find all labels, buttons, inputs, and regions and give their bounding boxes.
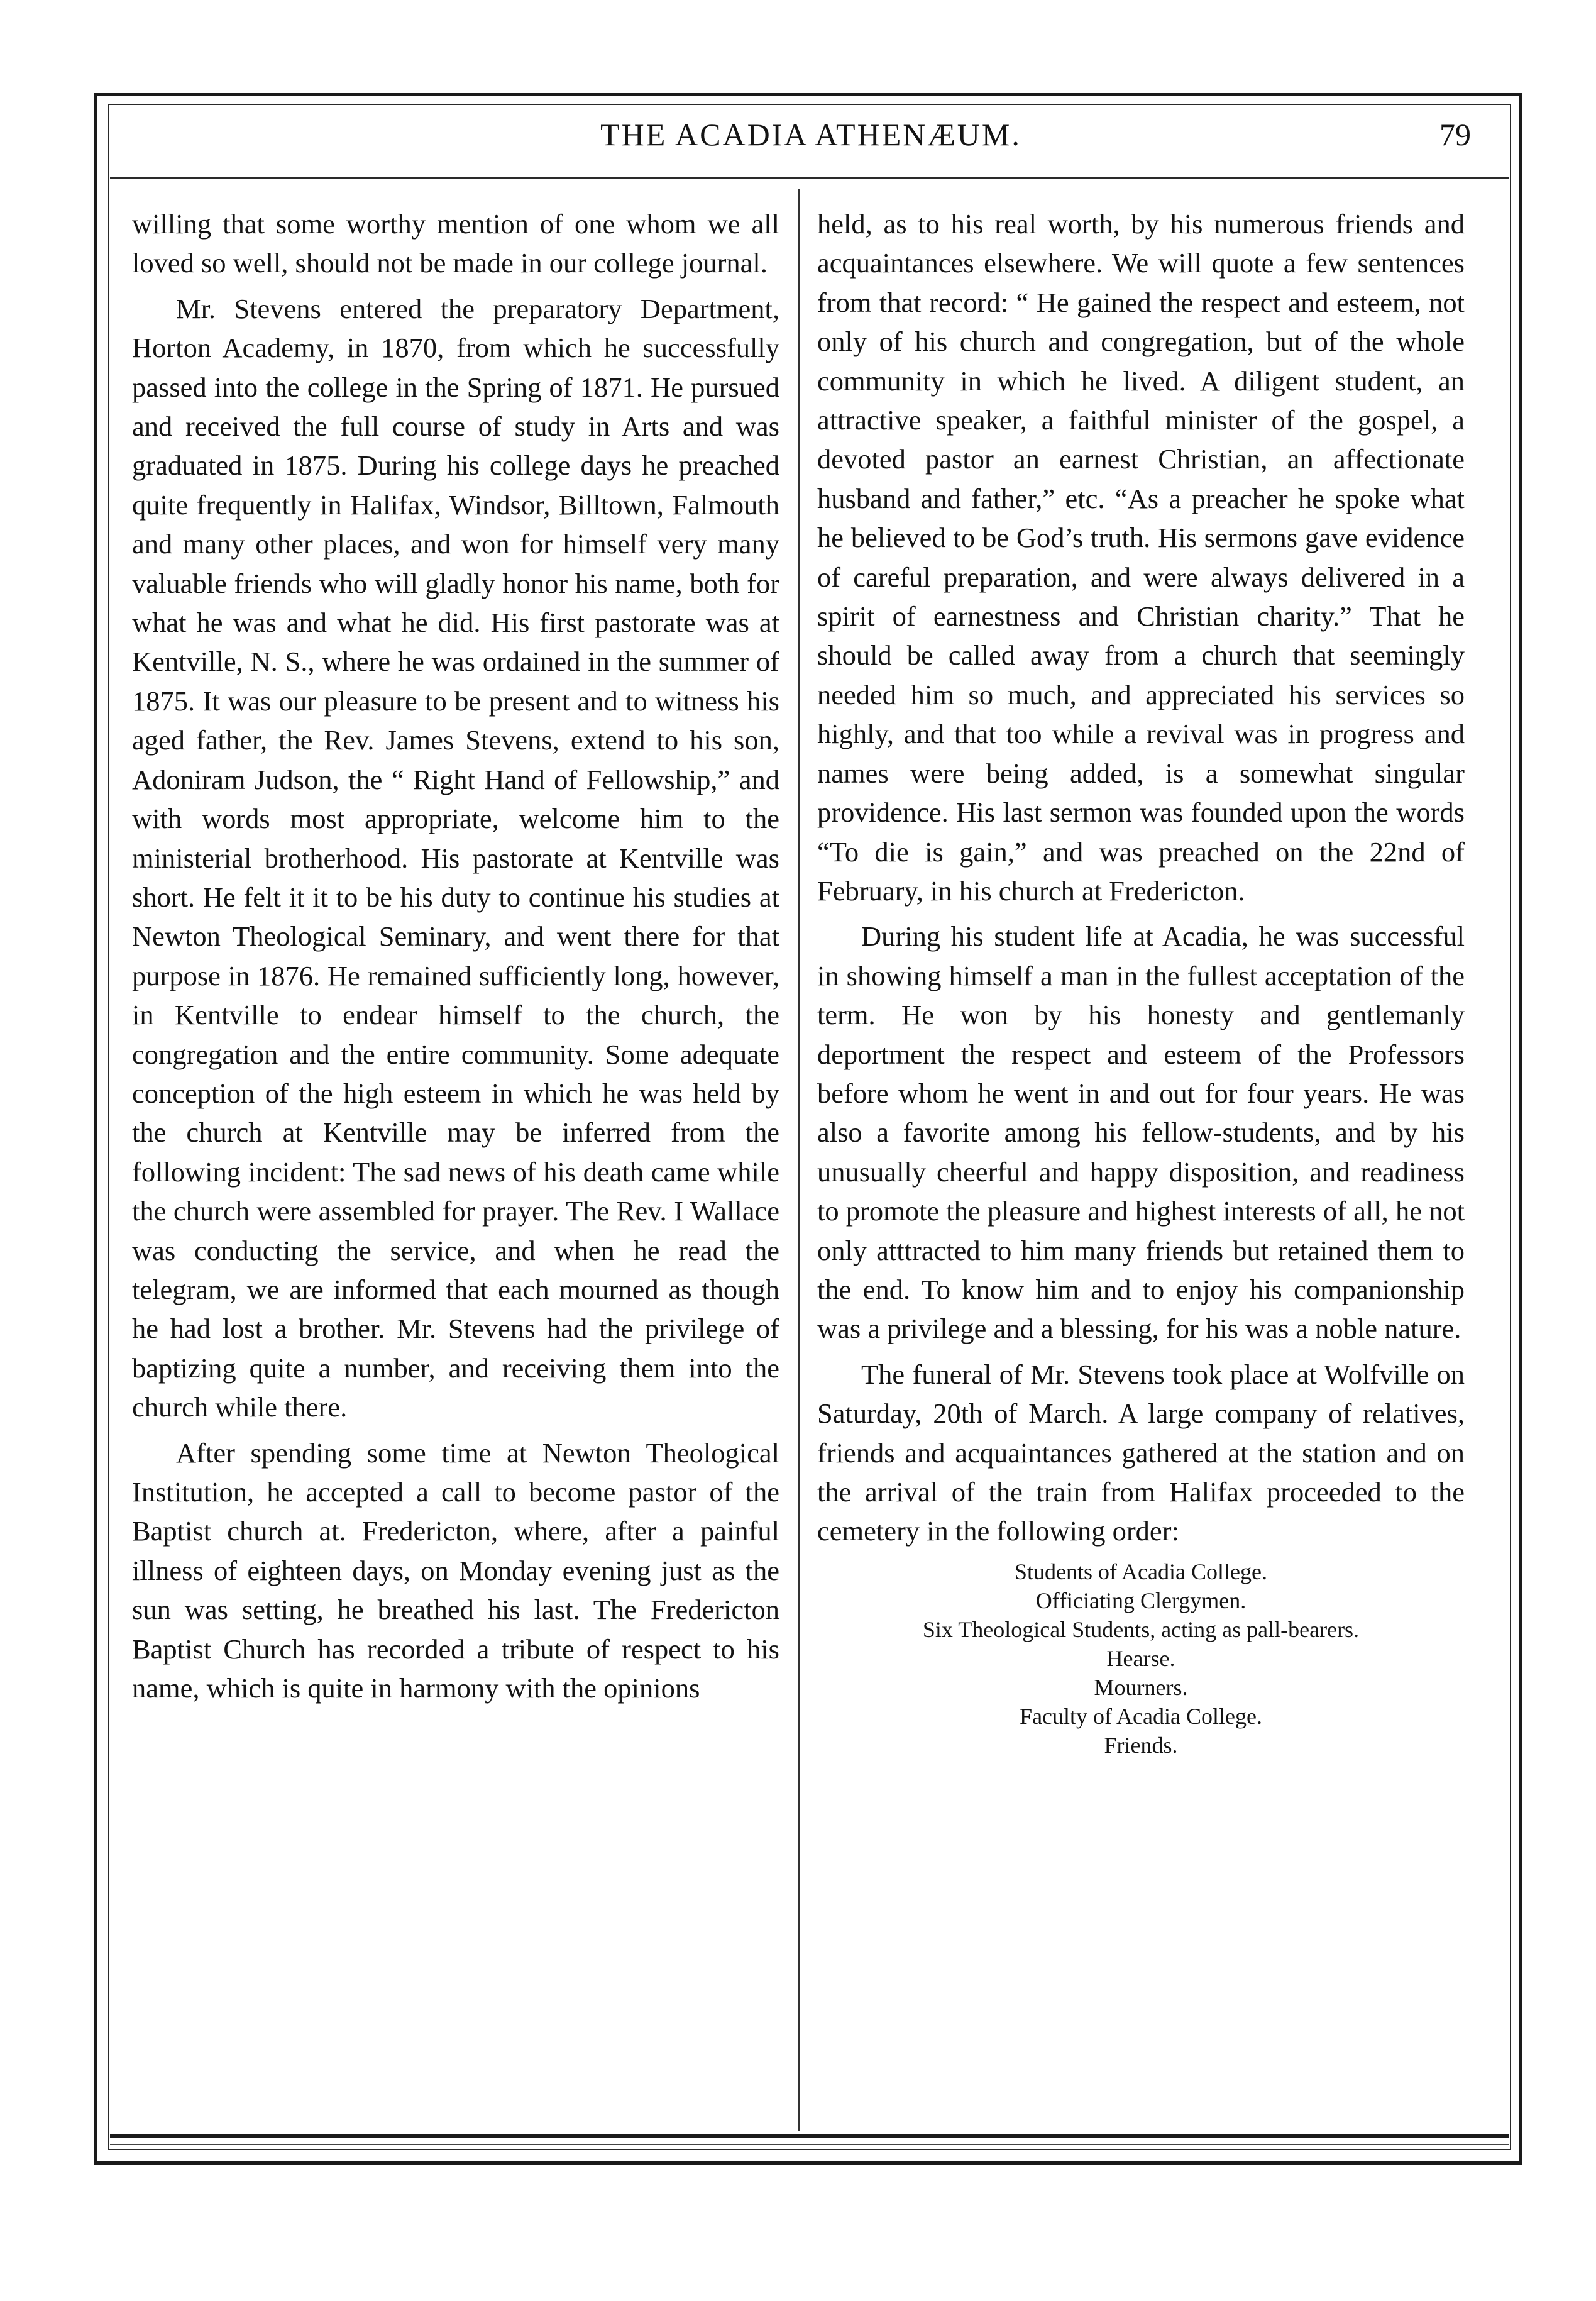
column-divider: [798, 189, 800, 2131]
header-rule: [110, 177, 1509, 179]
procession-line: Hearse.: [1106, 1645, 1175, 1671]
funeral-procession-order: [817, 1557, 1465, 1760]
procession-line: Friends.: [1104, 1732, 1178, 1758]
bottom-rule: [110, 2134, 1509, 2138]
procession-line: Faculty of Acadia College.: [1020, 1703, 1262, 1729]
paragraph: The funeral of Mr. Stevens took place at Wolfville on Saturday, 20th of March. A large company of relatives, friends and acquaintances gathered at the station and on the arrival of the train from Halifax proceeded to the cemetery in the following order:: [817, 1358, 1465, 1547]
procession-line: Six Theological Students, acting as pall-bearers.: [922, 1616, 1360, 1642]
right-column: [817, 204, 1465, 1760]
paragraph: During his student life at Acadia, he was successful in showing himself a man in the fullest acceptation of the term. He won by his honesty and gentlemanly deportment the respect and esteem of the Professors before whom he went in and out for four years. He was also a favorite among his fellow-students, and by his unusually cheerful and happy disposition, and readiness to promote the pleasure and highest interests of all, he not only atttracted to him many friends but retained them to the end. To know him and to enjoy his companionship was a privilege and a blessing, for his was a noble nature.: [817, 920, 1465, 1345]
running-header: [126, 116, 1496, 160]
procession-line: Students of Acadia College.: [1015, 1559, 1267, 1584]
paragraph: After spending some time at Newton Theological Institution, he accepted a call to become pastor of the Baptist church at. Fredericton, where, after a painful illness of eighteen days, on Monday evening just as the sun was setting, he breathed his last. The Fredericton Baptist Church has recorded a tribute of respect to his name, which is quite in harmony with the opinions: [132, 1437, 779, 1704]
journal-title: THE ACADIA ATHENÆUM.: [600, 117, 1021, 152]
left-column: [132, 204, 779, 1714]
paragraph: held, as to his real worth, by his numerous friends and acquaintances elsewhere. We will quote a few sentences from that record: “ He gained the respect and esteem, not only of his church and congregation, but of the whole community in which he lived. A diligent student, an attractive speaker, a faithful minister of the gospel, a devoted pastor an earnest Christian, an affectionate husband and father,” etc. “As a preacher he spoke what he believed to be God’s truth. His sermons gave evidence of careful preparation, and were always delivered in a spirit of earnestness and Christian charity.” That he should be called away from a church that seemingly needed him so much, and appreciated his services so highly, and that too while a revival was in progress and names were being added, is a somewhat singular providence. His last sermon was founded upon the words “To die is gain,” and was preached on the 22nd of February, in his church at Fredericton.: [817, 208, 1465, 907]
procession-line: Mourners.: [1094, 1674, 1188, 1700]
bottom-rule-thin: [110, 2144, 1509, 2145]
page-number: 79: [1439, 117, 1471, 152]
procession-line: Officiating Clergymen.: [1035, 1587, 1247, 1613]
paragraph: Mr. Stevens entered the preparatory Department, Horton Academy, in 1870, from which he successfully passed into the college in the Spring of 1871. He pursued and received the full course of study in Arts and was graduated in 1875. During his college days he preached quite frequently in Halifax, Windsor, Billtown, Falmouth and many other places, and won for himself very many valuable friends who will gladly honor his name, both for what he was and what he did. His first pastorate was at Kentville, N. S., where he was ordained in the summer of 1875. It was our pleasure to be present and to witness his aged father, the Rev. James Stevens, extend to his son, Adoniram Judson, the “ Right Hand of Fellowship,” and with words most appropriate, welcome him to the ministerial brotherhood. His pastorate at Kentville was short. He felt it it to be his duty to continue his studies at Newton Theological Seminary, and went there for that purpose in 1876. He remained sufficiently long, however, in Kentville to endear himself to the church, the congregation and the entire community. Some adequate conception of the high esteem in which he was held by the church at Kentville may be inferred from the following incident: The sad news of his death came while the church were assembled for prayer. The Rev. I Wallace was conducting the service, and when he read the telegram, we are informed that each mourned as though he had lost a brother. Mr. Stevens had the privilege of baptizing quite a number, and receiving them into the church while there.: [132, 292, 779, 1423]
paragraph: willing that some worthy mention of one whom we all loved so well, should not be made in our college journal.: [132, 208, 779, 279]
